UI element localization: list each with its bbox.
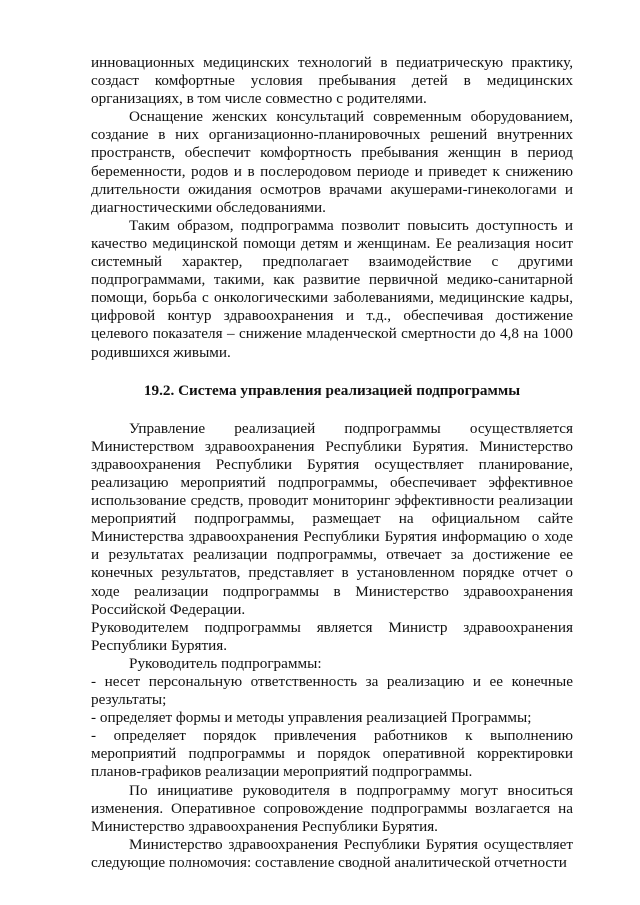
paragraph-head-duties-intro: Руководитель подпрограммы: [129, 654, 322, 672]
paragraph-changes-initiative: По инициативе руководителя в подпрограмму могут вноситься изменения. Оперативное сопровождение подпрограммы возлагается на Министерство здравоохранения Республики Бурятия. [91, 781, 573, 835]
paragraph-head-of-subprogram: Руководителем подпрограммы является Министр здравоохранения Республики Бурятия. [91, 618, 573, 654]
list-item-responsibility: - несет персональную ответственность за реализацию и ее конечные результаты; [91, 673, 573, 709]
list-item-forms-methods: - определяет формы и методы управления реализацией Программы; [91, 709, 532, 727]
paragraph-innovation: инновационных медицинских технологий в педиатрическую практику, создаст комфортные условия пребывания детей в медицинских организациях, в том числе совместно с родителями. [91, 54, 573, 108]
paragraph-womens-consultations: Оснащение женских консультаций современным оборудованием, создание в них организационно-планировочных решений внутренних пространств, обеспечит комфортность пребывания женщин в период беременности, родов и в послеродовом периоде и приведет к снижению длительности ожидания осмотров врачами акушерами-гинекологами и диагностическими обследованиями. [91, 108, 573, 216]
paragraph-management: Управление реализацией подпрограммы осуществляется Министерством здравоохранения Республики Бурятия. Министерство здравоохранения Республики Бурятия осуществляет планирование, реализацию мероприятий подпрограммы, обеспечивает эффективное использование средств, проводит мониторинг эффективности реализации мероприятий подпрограммы, размещает на официальном сайте Министерства здравоохранения Республики Бурятия информацию о ходе и результатах реализации подпрограммы, отвечает за достижение ее конечных результатов, представляет в установленном порядке отчет о ходе реализации подпрограммы в Министерство здравоохранения Российской Федерации. [91, 419, 573, 618]
list-item-procedure: - определяет порядок привлечения работников к выполнению мероприятий подпрограммы и порядок оперативной корректировки планов-графиков реализации мероприятий подпрограммы. [91, 727, 573, 781]
section-heading: 19.2. Система управления реализацией подпрограммы [143, 381, 521, 399]
paragraph-ministry-powers: Министерство здравоохранения Республики Бурятия осуществляет следующие полномочия: составление сводной аналитической отчетности [91, 835, 573, 871]
document-page [91, 54, 573, 872]
paragraph-subprogram-summary: Таким образом, подпрограмма позволит повысить доступность и качество медицинской помощи детям и женщинам. Ее реализация носит системный характер, предполагает взаимодействие с другими подпрограммами, такими, как развитие первичной медико-санитарной помощи, борьба с онкологическими заболеваниями, медицинские кадры, цифровой контур здравоохранения и т.д., обеспечивая достижение целевого показателя – снижение младенческой смертности до 4,8 на 1000 родившихся живыми. [91, 216, 573, 361]
